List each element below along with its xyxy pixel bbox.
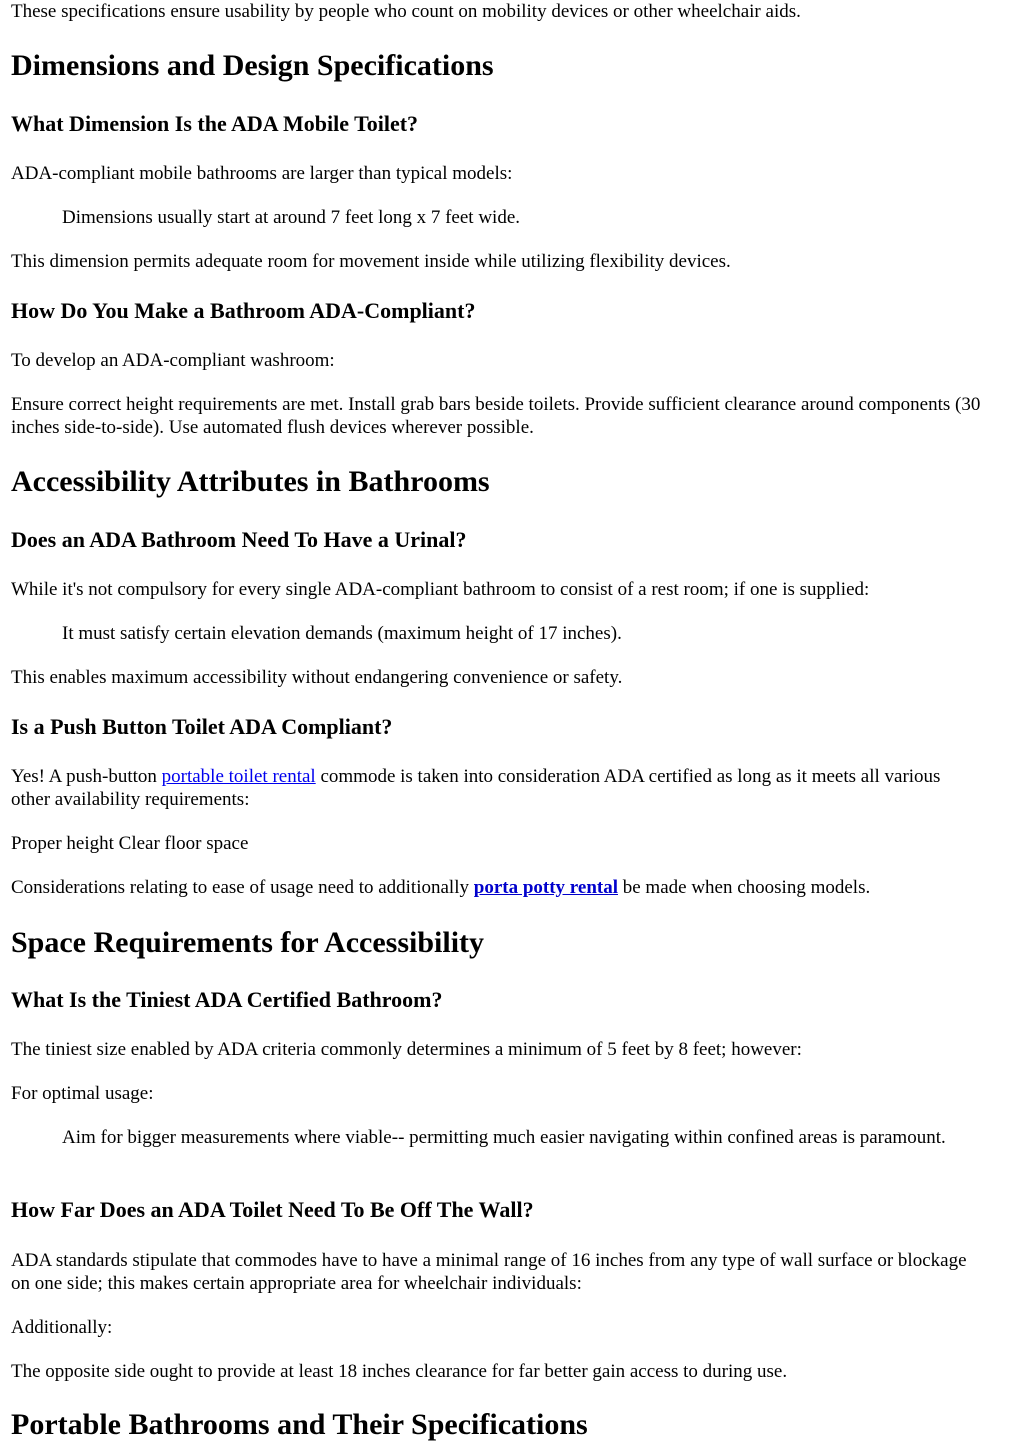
text-span: Yes! A push-button	[11, 766, 162, 787]
text-span: commode is taken into consideration ADA certified as long as it meets all various other availability requirements:	[11, 766, 941, 810]
paragraph: The tiniest size enabled by ADA criteria commonly determines a minimum of 5 feet by 8 feet; however:	[11, 1039, 802, 1060]
paragraph-with-link	[11, 765, 984, 811]
intro-paragraph: These specifications ensure usability by people who count on mobility devices or other wheelchair aids.	[11, 1, 801, 22]
question-heading-make-compliant: How Do You Make a Bathroom ADA-Compliant?	[11, 298, 476, 323]
text-span: be made when choosing models.	[618, 877, 871, 898]
blockquote: Dimensions usually start at around 7 feet long x 7 feet wide.	[62, 207, 521, 228]
paragraph-with-link	[11, 876, 984, 899]
question-heading-tiniest: What Is the Tiniest ADA Certified Bathroom?	[11, 987, 443, 1012]
paragraph: While it's not compulsory for every single ADA-compliant bathroom to consist of a rest room; if one is supplied:	[11, 579, 870, 600]
portable-toilet-rental-link[interactable]: portable toilet rental	[161, 766, 316, 787]
question-heading-dimension: What Dimension Is the ADA Mobile Toilet?	[11, 111, 419, 136]
porta-potty-rental-link[interactable]: porta potty rental	[473, 877, 618, 898]
paragraph: The opposite side ought to provide at least 18 inches clearance for far better gain access to during use.	[11, 1361, 788, 1382]
paragraph: Ensure correct height requirements are met. Install grab bars beside toilets. Provide sufficient clearance around components (30 inches side-to-side). Use automated flush devices wherever possible.	[11, 394, 981, 438]
paragraph: This dimension permits adequate room for movement inside while utilizing flexibility devices.	[11, 251, 731, 272]
section-heading-space: Space Requirements for Accessibility	[11, 926, 485, 959]
question-heading-push-button: Is a Push Button Toilet ADA Compliant?	[11, 714, 393, 739]
text-span: Considerations relating to ease of usage need to additionally	[11, 877, 474, 898]
paragraph: Proper height Clear floor space	[11, 833, 249, 854]
section-heading-accessibility: Accessibility Attributes in Bathrooms	[11, 465, 490, 498]
paragraph: For optimal usage:	[11, 1083, 154, 1104]
paragraph: ADA standards stipulate that commodes have to have a minimal range of 16 inches from any type of wall surface or blockage on one side; this makes certain appropriate area for wheelchair individuals:	[11, 1250, 967, 1294]
blockquote: Aim for bigger measurements where viable-- permitting much easier navigating within confined areas is paramount.	[62, 1127, 946, 1148]
paragraph: ADA-compliant mobile bathrooms are larger than typical models:	[11, 163, 513, 184]
paragraph: To develop an ADA-compliant washroom:	[11, 350, 335, 371]
section-heading-portable: Portable Bathrooms and Their Specifications	[11, 1408, 588, 1441]
blockquote: It must satisfy certain elevation demands (maximum height of 17 inches).	[62, 623, 622, 644]
question-heading-urinal: Does an ADA Bathroom Need To Have a Urinal?	[11, 527, 467, 552]
section-heading-dimensions: Dimensions and Design Specifications	[11, 49, 494, 82]
question-heading-off-wall: How Far Does an ADA Toilet Need To Be Off The Wall?	[11, 1197, 534, 1222]
paragraph: This enables maximum accessibility without endangering convenience or safety.	[11, 667, 623, 688]
paragraph: Additionally:	[11, 1317, 113, 1338]
